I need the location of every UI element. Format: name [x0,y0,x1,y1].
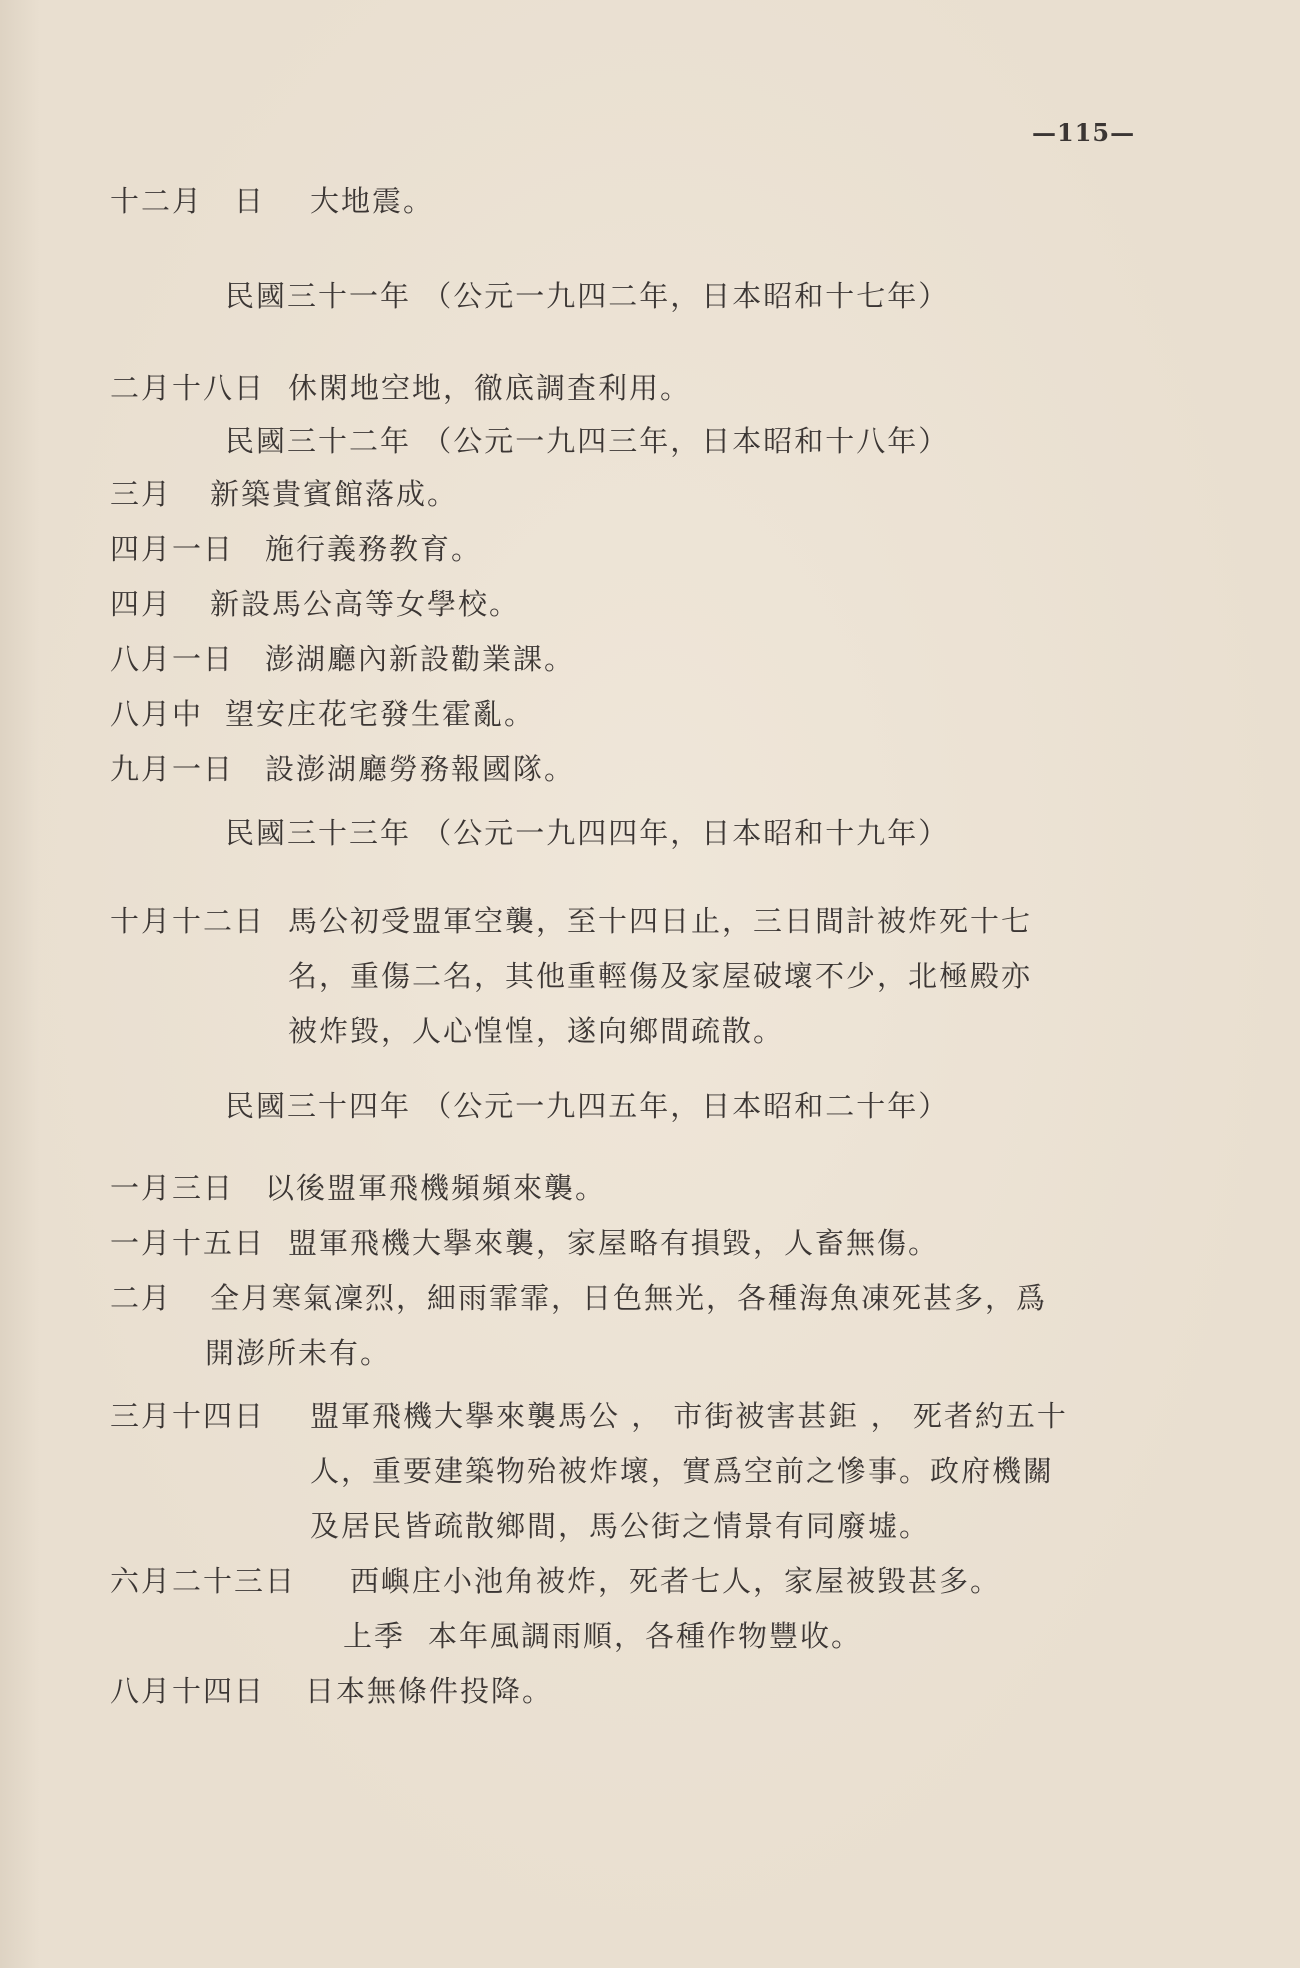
entry-row [110,641,575,677]
entry-row [110,370,691,406]
entry-text: 以後盟軍飛機頻頻來襲。 [265,1171,607,1205]
entry-continuation: 人，重要建築物殆被炸壞，實爲空前之慘事。政府機關 [310,1454,1055,1488]
entry-text: 馬公初受盟軍空襲，至十四日止，三日間計被炸死十七 [288,904,1033,938]
entry-row [110,1170,606,1206]
entry-date: 八月十四日 [110,1674,266,1708]
entry-text: 本年風調雨順，各種作物豐收。 [428,1619,863,1653]
entry-row [110,183,434,219]
entry-text: 全月寒氣凜烈，細雨霏霏，日色無光，各種海魚凍死甚多，爲 [210,1281,1048,1315]
entry-date: 一月三日 [110,1171,235,1205]
entry-row [110,903,1032,939]
entry-continuation: 開澎所未有。 [205,1336,392,1370]
entry-date: 十二月 日 [110,184,266,218]
entry-row [110,1563,1001,1599]
entry-row [110,586,520,622]
entry-text: 日本無條件投降。 [305,1674,554,1708]
entry-text: 望安庄花宅發生霍亂。 [225,697,536,731]
entry-text: 設澎湖廳勞務報國隊。 [265,752,576,786]
page-number: —115— [1032,118,1136,147]
entry-row [110,1225,939,1261]
entry-text: 盟軍飛機大擧來襲馬公 ， 市街被害甚鉅 ， 死者約五十 [310,1399,1068,1433]
entry-row [110,1673,553,1709]
entry-row [343,1618,862,1654]
entry-continuation: 名，重傷二名，其他重輕傷及家屋破壞不少，北極殿亦 [288,959,1033,993]
entry-text: 盟軍飛機大擧來襲，家屋略有損毀，人畜無傷。 [288,1226,940,1260]
entry-text: 施行義務教育。 [265,532,483,566]
entry-date: 六月二十三日 [110,1564,297,1598]
entry-text: 新築貴賓館落成。 [210,477,459,511]
entry-date: 八月中 [110,697,204,731]
year-heading: 民國三十一年 （公元一九四二年，日本昭和十七年） [225,279,950,313]
entry-continuation: 被炸毀，人心惶惶，遂向鄉間疏散。 [288,1014,785,1048]
entry-text: 大地震。 [310,184,435,218]
entry-row [110,696,535,732]
entry-text: 休閑地空地，徹底調査利用。 [288,371,692,405]
entry-date: 四月 [110,587,173,621]
entry-date: 上季 [343,1619,406,1653]
entry-date: 八月一日 [110,642,235,676]
year-heading: 民國三十四年 （公元一九四五年，日本昭和二十年） [225,1089,950,1123]
entry-text: 新設馬公高等女學校。 [210,587,521,621]
entry-date: 九月一日 [110,752,235,786]
entry-date: 三月 [110,477,173,511]
entry-text: 澎湖廳內新設勸業課。 [265,642,576,676]
entry-date: 一月十五日 [110,1226,266,1260]
entry-row [110,531,482,567]
entry-date: 四月一日 [110,532,235,566]
entry-row [110,1398,1068,1434]
entry-date: 二月十八日 [110,371,266,405]
entry-date: 二月 [110,1281,173,1315]
entry-text: 西嶼庄小池角被炸，死者七人，家屋被毀甚多。 [350,1564,1002,1598]
entry-date: 十月十二日 [110,904,266,938]
entry-continuation: 及居民皆疏散鄉間，馬公街之情景有同廢墟。 [310,1509,931,1543]
entry-row [110,1280,1047,1316]
entry-row [110,751,575,787]
year-heading: 民國三十三年 （公元一九四四年，日本昭和十九年） [225,816,950,850]
entry-row [110,476,458,512]
entry-date: 三月十四日 [110,1399,266,1433]
year-heading: 民國三十二年 （公元一九四三年，日本昭和十八年） [225,424,950,458]
